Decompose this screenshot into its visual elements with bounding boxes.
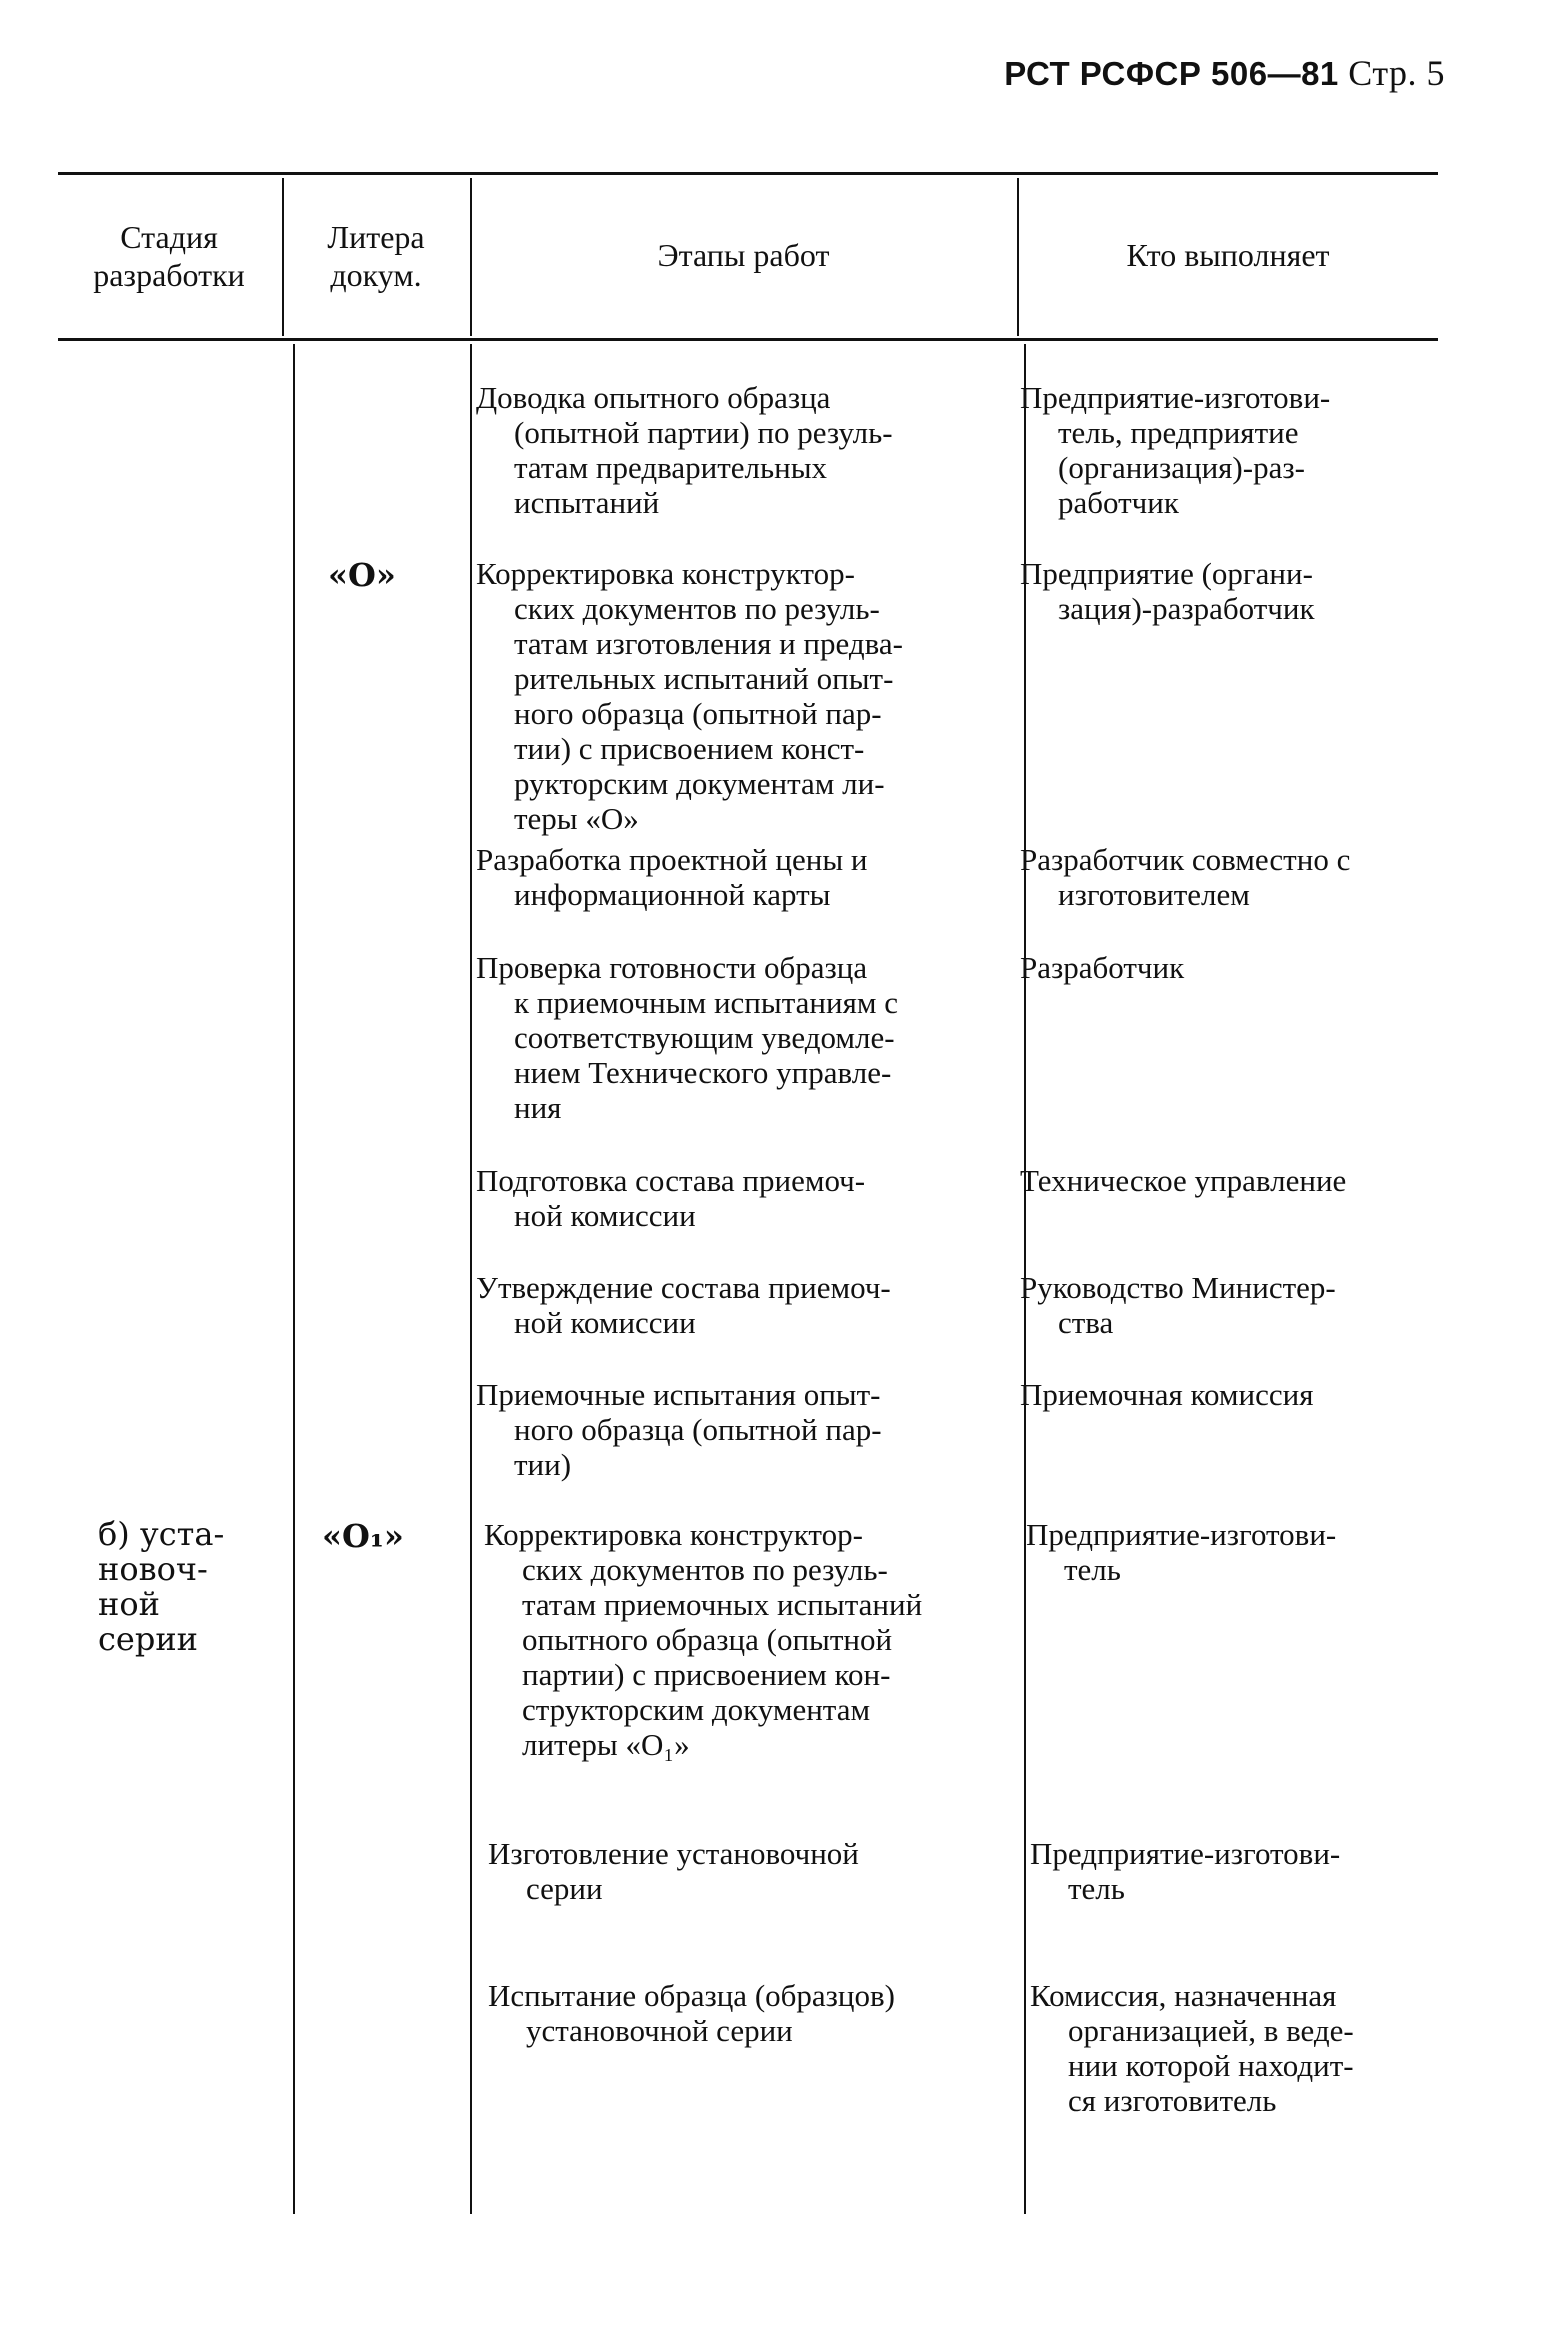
work-cell: Подготовка состава приемоч- ной комиссии bbox=[476, 1163, 866, 1233]
standard-code: РСТ РСФСР 506—81 bbox=[1004, 55, 1339, 92]
column-divider-2-body bbox=[470, 344, 472, 2214]
work-cell: Разработка проектной цены и информационной карты bbox=[476, 842, 868, 912]
performer-cell: Предприятие-изготови- тель bbox=[1030, 1836, 1341, 1906]
work-cell: Приемочные испытания опыт- ного образца (опытной пар- тии) bbox=[476, 1377, 882, 1482]
page-header bbox=[1004, 52, 1445, 94]
column-header-litera: Литера докум. bbox=[327, 219, 425, 293]
table-header-rule bbox=[58, 338, 1438, 341]
work-cell: Корректировка конструктор- ских документов по резуль- татам приемочных испытаний опытного образца (опытной партии) с присвоением кон- структорским документам литеры «О₁» bbox=[484, 1517, 923, 1762]
work-cell: Корректировка конструктор- ских документов по резуль- татам изготовления и предва- рительных испытаний опыт- ного образца (опытной пар- тии) с присвоением конст- рукторским документам ли- теры «О» bbox=[476, 556, 903, 836]
column-header-who: Кто выполняет bbox=[1126, 237, 1330, 273]
performer-cell: Предприятие-изготови- тель bbox=[1026, 1517, 1337, 1587]
stage-cell: б) уста- новоч- ной серии bbox=[98, 1515, 225, 1658]
column-header-work: Этапы работ bbox=[657, 237, 830, 273]
performer-cell: Разработчик совместно с изготовителем bbox=[1020, 842, 1351, 912]
performer-cell: Предприятие (органи- зация)-разработчик bbox=[1020, 556, 1315, 626]
performer-cell: Разработчик bbox=[1020, 950, 1185, 985]
work-cell: Изготовление установочной серии bbox=[488, 1836, 859, 1906]
work-cell: Проверка готовности образца к приемочным испытаниям с соответствующим уведомле- нием Технического управле- ния bbox=[476, 950, 898, 1125]
work-cell: Доводка опытного образца (опытной партии) по резуль- татам предварительных испытаний bbox=[476, 380, 893, 520]
column-header-stage: Стадия разработки bbox=[93, 219, 245, 293]
page-number: Стр. 5 bbox=[1348, 53, 1445, 93]
performer-cell: Комиссия, назначенная организацией, в веде- нии которой находит- ся изготовитель bbox=[1030, 1978, 1354, 2118]
performer-cell: Руководство Министер- ства bbox=[1020, 1270, 1336, 1340]
litera-marker: «О» bbox=[328, 556, 396, 594]
performer-cell: Предприятие-изготови- тель, предприятие (организация)-раз- работчик bbox=[1020, 380, 1331, 520]
litera-marker: «О₁» bbox=[322, 1517, 404, 1555]
work-cell: Испытание образца (образцов) установочной серии bbox=[488, 1978, 895, 2048]
performer-cell: Техническое управление bbox=[1020, 1163, 1347, 1198]
work-cell: Утверждение состава приемоч- ной комиссии bbox=[476, 1270, 891, 1340]
column-divider-1-body bbox=[293, 344, 295, 2214]
table-top-rule bbox=[58, 172, 1438, 175]
performer-cell: Приемочная комиссия bbox=[1020, 1377, 1314, 1412]
